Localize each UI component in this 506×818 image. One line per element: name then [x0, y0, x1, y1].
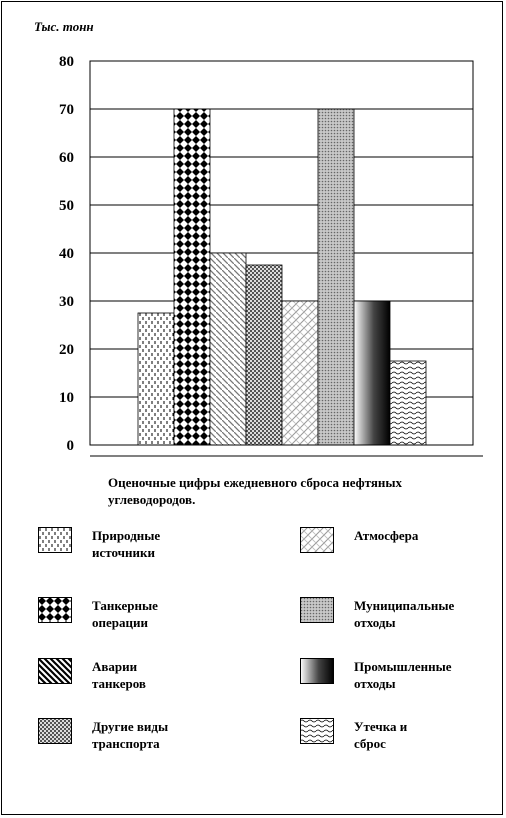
bar-1	[138, 313, 174, 445]
legend-item	[300, 718, 484, 752]
legend-item	[38, 658, 222, 692]
legend-label-line: источники	[92, 545, 155, 560]
legend-label-line: сброс	[354, 736, 386, 751]
legend-item	[300, 527, 484, 553]
legend-swatch	[300, 718, 334, 744]
legend-label	[92, 597, 222, 631]
bar-5	[282, 301, 318, 445]
y-tick-label: 20	[59, 342, 74, 358]
bar-4	[246, 265, 282, 445]
legend-label-line: отходы	[354, 615, 396, 630]
legend-swatch	[38, 597, 72, 623]
legend-label-line: Природные	[92, 528, 161, 543]
legend-item	[300, 658, 484, 692]
bar-3	[210, 253, 246, 445]
legend-label-line: Танкерные	[92, 598, 158, 613]
legend-swatch	[38, 527, 72, 553]
legend-label	[354, 658, 484, 692]
legend-label-line: отходы	[354, 676, 396, 691]
legend-item	[38, 718, 222, 752]
y-tick-label: 10	[59, 390, 74, 406]
legend-label-line: Промышленные	[354, 659, 452, 674]
legend-swatch	[300, 658, 334, 684]
y-tick-label: 60	[59, 150, 74, 166]
y-tick-label: 50	[59, 198, 74, 214]
y-tick-label: 0	[66, 438, 74, 454]
y-tick-labels	[59, 54, 74, 454]
legend-label-line: Аварии	[92, 659, 138, 674]
legend-label-line: операции	[92, 615, 148, 630]
legend-label-line: Муниципальные	[354, 598, 455, 613]
bar-8	[390, 361, 426, 445]
y-tick-label: 40	[59, 246, 74, 262]
legend-swatch-fill	[301, 719, 334, 744]
legend-label	[354, 527, 484, 544]
y-tick-label: 70	[59, 102, 74, 118]
y-tick-label: 30	[59, 294, 74, 310]
chart-caption: Оценочные цифры ежедневного сброса нефтяных углеводородов.	[108, 475, 403, 507]
legend-swatch-fill	[301, 598, 334, 623]
legend-label-line: Атмосфера	[354, 528, 419, 543]
legend-label	[92, 658, 222, 692]
legend-label	[92, 718, 222, 752]
legend-item	[300, 597, 484, 631]
legend-swatch-fill	[39, 598, 72, 623]
legend-label-line: Другие виды	[92, 719, 169, 734]
legend-label-line: Утечка и	[354, 719, 408, 734]
legend-swatch	[38, 658, 72, 684]
legend-swatch-fill	[39, 659, 72, 684]
y-tick-label: 80	[59, 54, 74, 70]
legend-label-line: танкеров	[92, 676, 146, 691]
legend-swatch-fill	[39, 528, 72, 553]
legend-swatch	[38, 718, 72, 744]
legend-label	[92, 527, 222, 561]
legend-swatch	[300, 527, 334, 553]
legend-label	[354, 597, 484, 631]
legend-swatch-fill	[39, 719, 72, 744]
legend-swatch-fill	[301, 659, 334, 684]
legend-label	[354, 718, 484, 752]
bar-2	[174, 109, 210, 445]
legend-item	[38, 597, 222, 631]
legend-swatch	[300, 597, 334, 623]
bar-7	[354, 301, 390, 445]
legend-item	[38, 527, 222, 561]
y-unit-label: Тыс. тонн	[34, 19, 94, 34]
bar-6	[318, 109, 354, 445]
legend-label-line: транспорта	[92, 736, 160, 751]
legend-swatch-fill	[301, 528, 334, 553]
